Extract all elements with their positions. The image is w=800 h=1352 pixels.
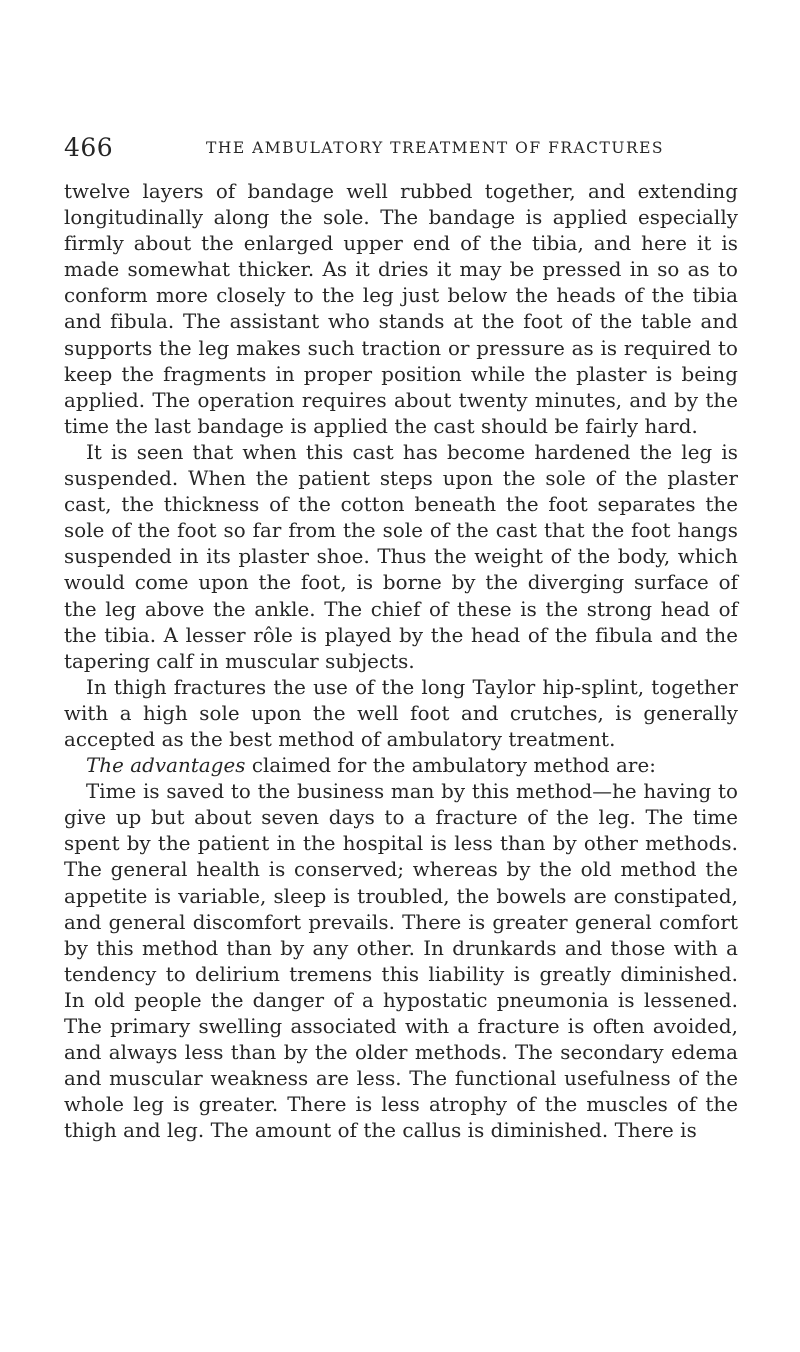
page-number: 466 [64,133,114,162]
paragraph-1: twelve layers of bandage well rubbed together, and extending longitudinally along the sole. The bandage is applied especially firmly about the enlarged upper end of the tibia, and here it is made somewhat thicker. As it dries it may be pressed in so as to conform more closely to the leg just below the heads of the tibia and fibula. The assistant who stands at the foot of the table and supports the leg makes such traction or pressure as is required to keep the fragments in proper position while the plaster is being applied. The operation requires about twenty minutes, and by the time the last bandage is applied the cast should be fairly hard. [64,180,738,438]
paragraph-3: In thigh fractures the use of the long Taylor hip-splint, together with a high sole upon the well foot and crutches, is generally accepted as the best method of ambulatory treatment. [64,675,738,751]
page-header [64,132,736,164]
paragraph-4 [64,753,738,779]
paragraph-2: It is seen that when this cast has become hardened the leg is suspended. When the patient steps upon the sole of the plaster cast, the thickness of the cotton beneath the foot separates the sole of the foot so far from the sole of the cast that the foot hangs suspended in its plaster shoe. Thus the weight of the body, which would come upon the foot, is borne by the diverging surface of the leg above the ankle. The chief of these is the strong head of the tibia. A lesser rôle is played by the head of the fibula and the tapering calf in muscular subjects. [64,440,738,673]
paragraph-5: Time is saved to the business man by this method—he having to give up but about seven days to a fracture of the leg. The time spent by the patient in the hospital is less than by other methods. The general health is conserved; whereas by the old method the appetite is variable, sleep is troubled, the bowels are constipated, and general discomfort prevails. There is greater general comfort by this method than by any other. In drunkards and those with a tendency to delirium tremens this liability is greatly diminished. In old people the danger of a hypostatic pneumonia is lessened. The primary swelling associated with a fracture is often avoided, and always less than by the older methods. The secondary edema and muscular weakness are less. The functional usefulness of the whole leg is greater. There is less atrophy of the muscles of the thigh and leg. The amount of the callus is diminished. There is [64,780,738,1143]
body-text [64,179,738,1144]
running-head: THE AMBULATORY TREATMENT OF FRACTURES [206,139,665,157]
advantages-heading: The advantages [86,754,246,778]
paragraph-4-text: claimed for the ambulatory method are: [245,754,656,778]
